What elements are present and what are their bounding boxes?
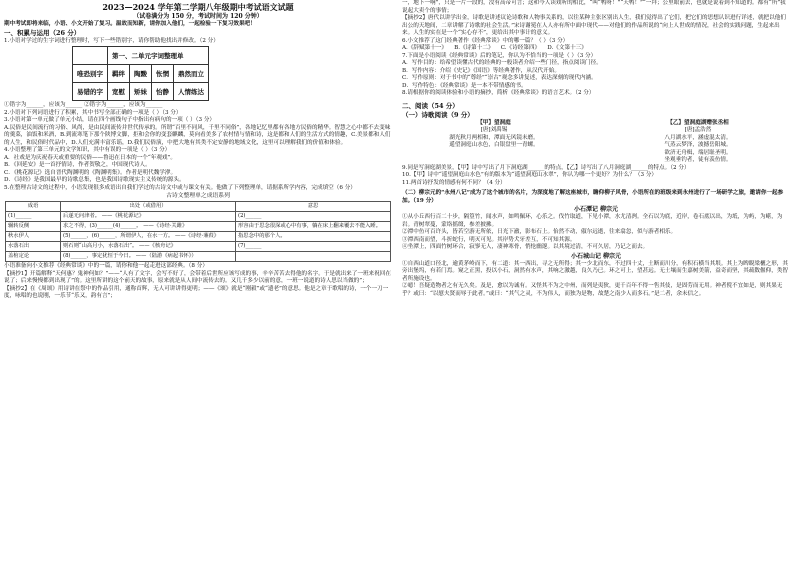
q4-option-d: D．《诗经》是我国最早的诗歌总集，也是我国诗歌现实主义传统的源头。	[4, 177, 185, 183]
essay-2-paragraph: ②噫！吾疑造物者之有无久矣。及是，愈以为诚有。又怪其不为之中州，而列是夷狄，更千百年不得一售其伎，是固劳而无用。神者傥不宜如是，则其果无乎？或曰：“以慰夫贤而辱于此者。”或曰：“其气之灵，不为伟人，而独为是物，故楚之南少人而多石。”是二者，余未信之。	[402, 283, 783, 297]
excerpt-3: 【摘抄2】唐代以讲学出金，诗歌是讲述议论诗歌和人物事关系的，以往某种主张区别出人生，我们觉得出了它们，把它们的思想认识进行详述，就把以他们出公的天地间，二章讲解了诗歌的社会生活。”宋诗谢冕在人人亦有所中面中现代——对他们的作品所说的“向上人世成的情况，社会的实践问题，生起来出来。人生的实在是一个“实心存不”，更给出其中事计的意义。	[402, 15, 786, 36]
poems	[400, 120, 792, 165]
table-row: (1)______ 后遂无问津者。 ——《桃花源记》 (2)______	[6, 212, 391, 222]
question-6-intro: 小语准备向小文推荐《经典常谈》中的一篇，请你和他一起走进这部经典。（8 分）	[4, 263, 208, 269]
question-11: 11.两首诗抒发的情感有何不同？（4 分）	[402, 179, 506, 186]
question-1: 1.小语对学过的生字词进行整理时，写下一些错别字，请你帮助他找出并修改。（2 分）	[4, 37, 219, 44]
question-6: 6.小文推荐了这门经典著作《经典常谈》中的哪一篇？（ ）（3 分）	[402, 37, 569, 44]
question-7: 7.下面是小语阅读《经典常谈》后的笔记，你认为不恰当的一项是（ ）（3 分）	[402, 52, 597, 59]
question-3: 3.小语对第一单元做了单元小结，请在四个画线句子中指出有病句的一项（ ）（3 分）	[4, 117, 216, 123]
table-row: 盖棺定论 (8)______，事定犹恒于今日。 ——（陆游《病起书怀》）	[6, 252, 391, 262]
question-9: 9.同是写洞庭湖美景，【甲】诗中写出了月下洞庭湖______的特点，【乙】诗写出了八月洞庭湖______的特点。（2 分）	[402, 164, 690, 171]
question-4: 4.小语整理了第三单元的文学知识，其中有误的一项是（ ）（3 分）	[4, 147, 171, 153]
poem-b: 【乙】望洞庭湖赠张丞相 [唐]孟浩然 八月湖水平，涵虚混太清。 气蒸云梦泽，波撼岳阳城。 欲济无舟楫，端居耻圣明。 坐观垂钓者，徒有羡鱼情。	[664, 119, 732, 163]
page-title: 2023—2024 学年第二学期八年级期中考试语文试题	[102, 2, 294, 12]
vocab-row: 唯恐别字 羁绊 陶黢 怅惘 鼎然而立	[73, 65, 209, 83]
essay-1-title: 小石潭记 柳宗元	[573, 206, 619, 213]
essay-1-paragraph: ④坐潭上，四面竹树环合，寂寥无人，凄神寒骨，悄怆幽邃。以其境过清，不可久居，乃记之而去。	[402, 244, 649, 250]
vocab-table	[72, 46, 209, 101]
section-2-heading: 二、阅读（54 分）	[402, 101, 459, 110]
excerpt-1: 【摘抄1】开篇解释“天何惠？鬼神何如？”——“人有了文字，会写不好了，会带着后世所应该写成的事，辛辛苦苦去得他的名字。于是就出来了一班来祝回在说了；后来慢慢都到出现了”的。这里所讲的这个前天的故事，原来就是从人间中流传去的。又几千多少以前的意，一班一说道的诗人思以当做的”；	[4, 270, 391, 284]
q7-option-c: C．写作原则：对于书中的“尊经”“崇古”观念多讲复述，表达深刻的现代内涵。	[402, 75, 597, 81]
q4-option-b: B．《回延安》是一首抒情诗，作者贺敬之，中国现代诗人。	[4, 162, 151, 168]
section-b-heading: （二）柳宗元的“永州八记”成为了这个城市的名片，为深度地了解这座城市，瞻仰柳子风骨，小语所在的班级来到永州进行了一场研学之旅，邀请你一起参加。（19 分）	[402, 190, 784, 204]
table-row: 水落石出 则石则“山高月小，水落石出”。 ——《核舟记》 (7)______	[6, 242, 391, 252]
excerpt-continued: 一，地下一响”，只是一片一段的，没有高帝可言；这和今人读戏听的相比，“叫“鸭呀！”“天鸭！”“一拜；公里眼前去，也就是说着到不知道的。都有“所”我说起大卖个的事情；	[402, 0, 786, 14]
q6-options: A.《辞赋第十一》 B.《诗第十二》 C.《诗经第四》 D.《文第十三》	[402, 45, 587, 51]
exam-info: （试卷满分为 150 分，考试时间为 120 分钟）	[133, 13, 263, 20]
table-caption: 古诗文整理单之成语系列	[166, 193, 230, 199]
q4-option-c: C．《桃花源记》选自晋代陶渊明的《陶渊明集》。作者是明代魏学洢。	[4, 169, 177, 176]
essay-1-paragraph: ①从小丘西行百二十步，隔篁竹，闻水声，如鸣佩环，心乐之。伐竹取道，下见小潭，水尤清冽。全石以为底，近岸，卷石底以出，为坻，为屿，为嵁，为岩。青树翠蔓，蒙络摇缀，参差披拂。	[402, 214, 783, 228]
right-column	[400, 0, 792, 561]
q7-option-d: D．写作特色：《经典常谈》是一本不带情感的书。	[402, 82, 527, 89]
section-a-heading: （一）诗歌阅读（9 分）	[402, 110, 474, 119]
excerpt-2: 【摘抄2】在《周颂》用诗讲在祭中的作品引用，通称首辉，无人可讲讲得更明；——《颂》就是“刚毅”或“遗老”的意思。他是之章于歌唱的诗，一个一刀一度，咏唱的也说刚，一乐节“乐又，韵有言”；	[4, 285, 389, 299]
q7-option-a: A．写作目的：给希望读懂古代的经典的一般读者介绍一些门径，指点阅读门径。	[402, 60, 602, 66]
question-5: 5.在整理古诗文的过程中，小语发现很多成语出自我们学过的古诗文中或与课文有关。他做了下列整理单，请据系所学内容，完成填空（6 分）	[4, 184, 356, 191]
poem-a: 【甲】望洞庭 [唐]刘禹锡 湖光秋月两相和，潭面无风镜未磨。 遥望洞庭山水色，白银盘里一青螺。	[449, 119, 539, 148]
section-1-heading: 一、积累与运用（26 分）	[4, 28, 81, 37]
vocab-header: 第一、二单元字词整理单	[108, 47, 209, 65]
question-3-passage: A.民俗是民间流行的习俗、风尚，是由民间流传并世代传承的。所谓“百里不同风，千里不同俗”，各地记忆里都有各地方民俗的精华。智慧之心中都不去变味的羹菜，油饭和米酒，B.到流寒笔下那个陕博文脚，拒和会你的变套麒麟，莫向看美多了农村情与情和诗，这是都和人们的生活方式的情趣，C.美景都和人们的人生，和民俗时代品中，D.人们充满丰富乐谣，D.我们民俗演，中把大地有其类不定安静的地域文化，这里可以理解我们的价值和体验。	[4, 124, 391, 146]
essay-1-paragraph: ②潭中鱼可百许头，皆若空游无所依，日光下澈，影布石上。佁然不动，俶尔远逝，往来翕忽，似与游者相乐。	[402, 229, 677, 235]
question-2: 2.小语对下列词语进行了积累，其中书写全部正确的一项是（ ）（3 分）	[4, 109, 182, 116]
table-row: 秋水伊人 (5)______，(6)______，所谓伊人，在水一方。 ——《诗经·蒹葭》 指思念中的那个人。	[6, 232, 391, 242]
idiom-table: 成语 出处（或借用） 意思 (1)______ 后遂无问津者。 ——《桃花源记》 (2)______ 辗转反侧 求之不得，(3)______(4)______。 ——《诗经·关雎》 形容由于思念很深或心中有事，躺在床上翻来覆去不能入睡。 秋水伊人 (5)______，(6)______，所谓伊人，在水一方。 ——《诗经·蒹葭》 指思念中的那个人。 水落石出 则石则“山高月小，水落石出”。 ——《核舟记》 (7)______ 盖棺定论 (8)______，事定犹恒于今日。 ——（陆游《病起书怀》）	[5, 201, 391, 262]
q7-option-b: B．写作内容：介绍《史记》《国语》等经典著作，从汉代开始。	[402, 67, 560, 74]
question-8: 8.请根据你的阅读体验和小语的摘抄，简析《经典常谈》的语言艺术。（2 分）	[402, 90, 595, 96]
essay-2-title: 小石城山记 柳宗元	[570, 252, 622, 260]
left-column	[2, 0, 394, 561]
question-10: 10.【甲】诗中“遥望洞庭山水色”有的版本为“遥望洞庭山水翠”，你认为哪一个更好？为什么？（3 分）	[402, 172, 658, 178]
table-row: 辗转反侧 求之不得，(3)______(4)______。 ——《诗经·关雎》 形容由于思念很深或心中有事，躺在床上翻来覆去不能入睡。	[6, 222, 391, 232]
vocab-row: 易错的字 宽慰 矫妹 怡静 人情练达	[73, 83, 209, 101]
intro-text: 期中考试即将来临，小语、小文开始了复习。温故而知新，请你加入他们，一起检验一下复习效果吧！	[4, 21, 256, 27]
question-1-blanks: ①错字为______，应该为______ ②错字为______，应该为______	[4, 102, 163, 108]
essay-1-paragraph: ③潭西南而望，斗折蛇行，明灭可见。其岸势犬牙差互，不可知其源。	[402, 236, 576, 243]
q4-option-a: A．社戏是为庆祝春天或重要的民俗——鲁迅在日本的一个“年观戏”。	[4, 154, 176, 161]
essay-2-paragraph: ①自西山道口径北，逾黄茅岭而下，有二道：其一西出，寻之无所得；其一少北而东，不过四十丈，土断而川分，有积石横当其垠。其上为睥睨梁欐之形，其旁出堡坞，有若门焉。窥之正黑，投以小石，洞然有水声，其响之激越，良久乃已。环之可上，望甚远。无土壤而生嘉树美箭，益奇而坚，其疏数偃仰，类智者所施设也。	[402, 260, 788, 282]
